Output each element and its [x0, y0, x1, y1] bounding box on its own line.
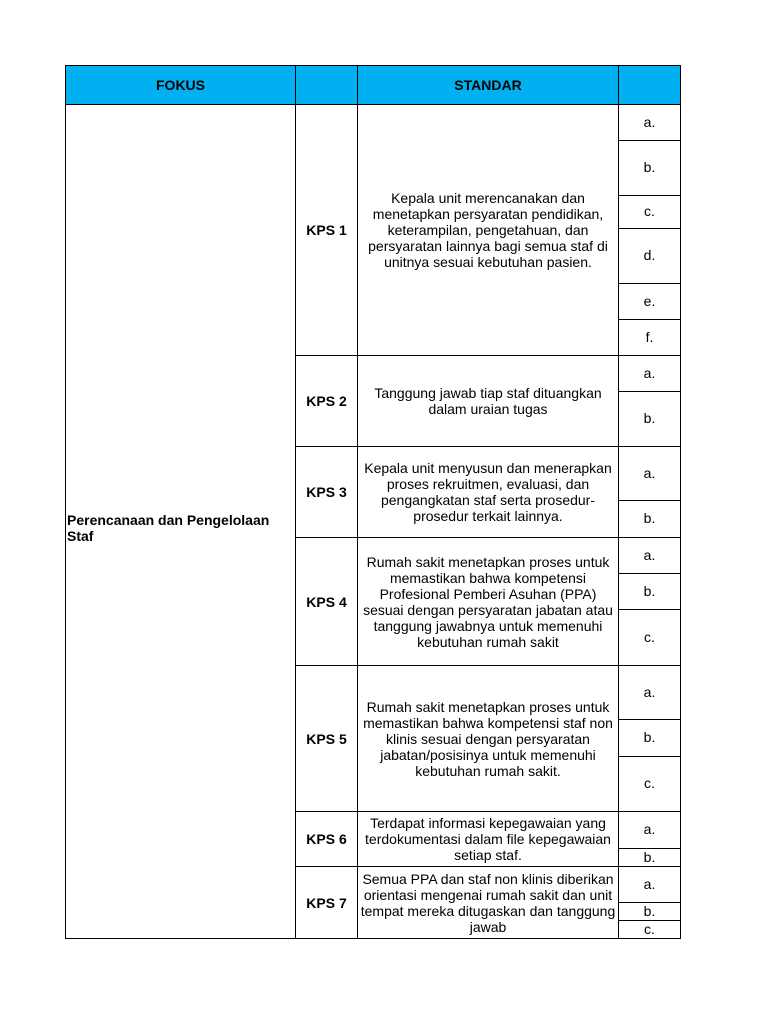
standards-table	[65, 65, 681, 939]
criteria-item	[619, 757, 681, 812]
criteria-label: b.	[643, 510, 656, 526]
standard-text: Kepala unit menyusun dan menerapkan proses rekruitmen, evaluasi, dan pengangkatan staf serta prosedur-prosedur terkait lainnya.	[358, 447, 619, 538]
standard-code: KPS 5	[296, 666, 358, 812]
criteria-item	[619, 284, 681, 320]
criteria-item	[619, 320, 681, 356]
standard-text: Rumah sakit menetapkan proses untuk memastikan bahwa kompetensi staf non klinis sesuai dengan persyaratan jabatan/posisinya untuk memenuhi kebutuhan rumah sakit.	[358, 666, 619, 812]
criteria-label: b.	[643, 729, 656, 745]
criteria-item	[619, 501, 681, 538]
standard-code: KPS 4	[296, 538, 358, 666]
table-row	[66, 105, 681, 141]
header-standar: STANDAR	[358, 66, 619, 105]
criteria-item	[619, 229, 681, 284]
standard-text: Semua PPA dan staf non klinis diberikan orientasi mengenai rumah sakit dan unit tempat mereka ditugaskan dan tanggung jawab	[358, 867, 619, 939]
criteria-label: b.	[643, 159, 656, 175]
criteria-label: b.	[643, 410, 656, 426]
standard-code: KPS 2	[296, 356, 358, 447]
criteria-label: c.	[644, 628, 655, 645]
criteria-item	[619, 666, 681, 720]
criteria-item	[619, 903, 681, 921]
standard-code: KPS 1	[296, 105, 358, 356]
header-code	[296, 66, 358, 105]
criteria-label: a.	[643, 546, 656, 563]
criteria-label: c.	[644, 920, 655, 937]
criteria-item	[619, 105, 681, 141]
criteria-label: c.	[644, 775, 655, 791]
criteria-item	[619, 196, 681, 229]
criteria-item	[619, 141, 681, 196]
criteria-item	[619, 867, 681, 903]
criteria-label: b.	[643, 582, 656, 599]
standard-text: Tanggung jawab tiap staf dituangkan dalam uraian tugas	[358, 356, 619, 447]
criteria-label: a.	[643, 821, 656, 837]
criteria-label: a.	[643, 875, 656, 892]
standard-text: Rumah sakit menetapkan proses untuk memastikan bahwa kompetensi Profesional Pemberi Asuhan (PPA) sesuai dengan persyaratan jabatan atau tanggung jawabnya untuk memenuhi kebutuhan rumah sakit	[358, 538, 619, 666]
header-items	[619, 66, 681, 105]
criteria-item	[619, 812, 681, 849]
criteria-item	[619, 392, 681, 447]
criteria-label: a.	[643, 113, 656, 130]
table-body	[66, 105, 681, 939]
standard-code: KPS 6	[296, 812, 358, 867]
focus-cell: Perencanaan dan Pengelolaan Staf	[66, 105, 296, 939]
criteria-label: d.	[643, 247, 656, 263]
criteria-item	[619, 849, 681, 867]
standard-code: KPS 3	[296, 447, 358, 538]
header-fokus: FOKUS	[66, 66, 296, 105]
criteria-label: b.	[643, 848, 656, 865]
criteria-item	[619, 610, 681, 666]
criteria-label: f.	[645, 328, 654, 345]
criteria-label: a.	[643, 683, 656, 700]
criteria-item	[619, 538, 681, 574]
criteria-label: a.	[643, 464, 656, 481]
criteria-label: c.	[644, 203, 655, 219]
header-row	[66, 66, 681, 105]
standard-text: Kepala unit merencanakan dan menetapkan persyaratan pendidikan, keterampilan, pengetahuan, dan persyaratan lainnya bagi semua staf di unitnya sesuai kebutuhan pasien.	[358, 105, 619, 356]
criteria-label: a.	[643, 364, 656, 381]
criteria-item	[619, 720, 681, 757]
criteria-label: b.	[643, 902, 656, 919]
criteria-item	[619, 447, 681, 501]
standard-text: Terdapat informasi kepegawaian yang terdokumentasi dalam file kepegawaian setiap staf.	[358, 812, 619, 867]
criteria-item	[619, 356, 681, 392]
criteria-label: e.	[643, 292, 656, 309]
criteria-item	[619, 574, 681, 610]
standard-code: KPS 7	[296, 867, 358, 939]
criteria-item	[619, 921, 681, 939]
